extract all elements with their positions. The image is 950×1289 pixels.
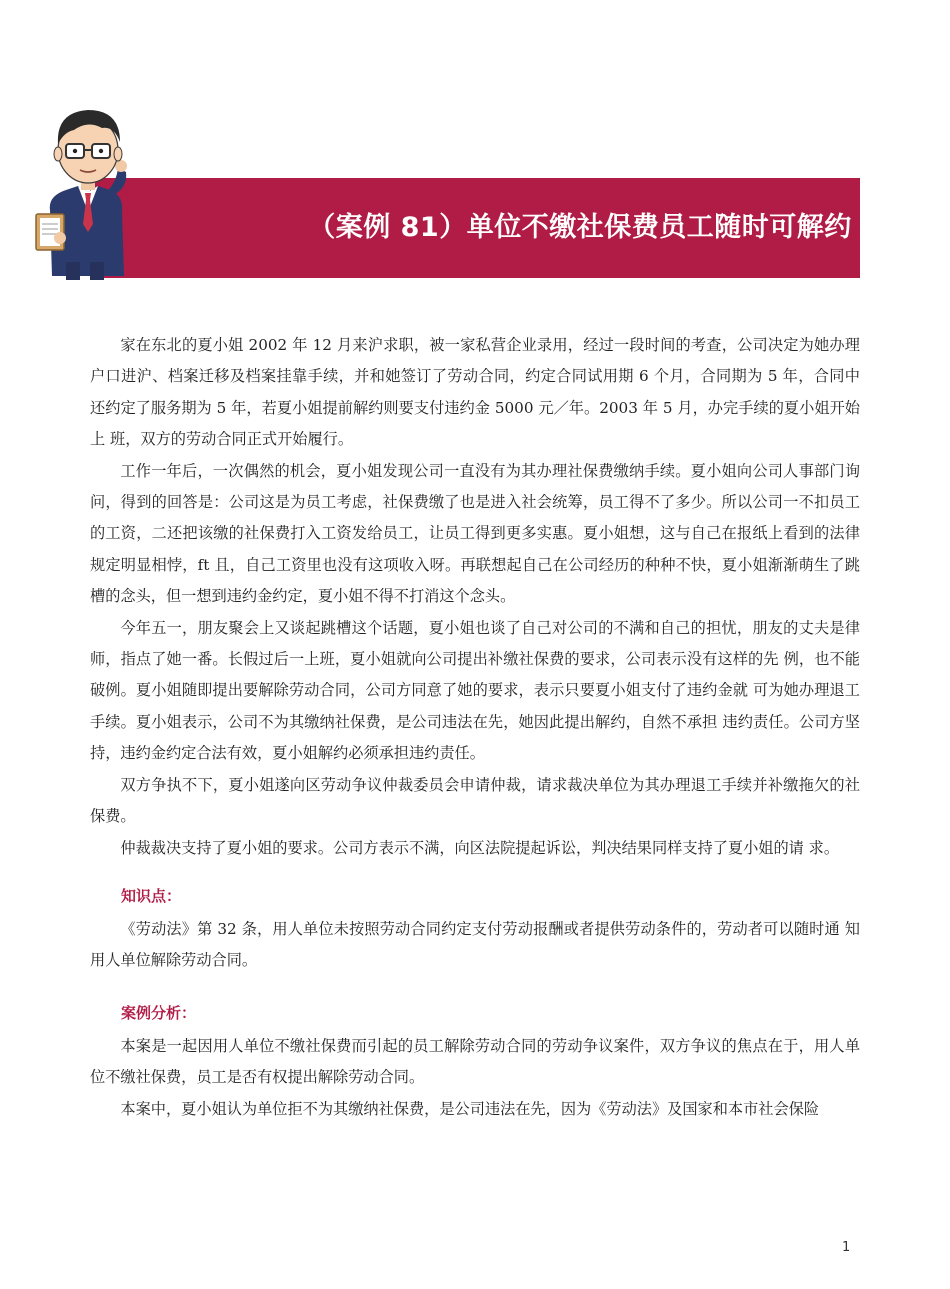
knowledge-heading: 知识点：: [121, 886, 182, 905]
page-title: （案例 81）单位不缴社保费员工随时可解约: [308, 212, 852, 243]
analysis-heading: 案例分析：: [121, 1003, 197, 1022]
paragraph: 工作一年后，一次偶然的机会，夏小姐发现公司一直没有为其办理社保费缴纳手续。夏小姐向公司人事部门询问，得到的回答是：公司这是为员工考虑，社保费缴了也是进入社会统筹，员工得不了多少。所以公司一不扣员工的工资，二还把该缴的社保费打入工资发给员工，让员工得到更多实惠。夏小姐想，这与自己在报纸上看到的法律规定明显相悖，ft 且，自己工资里也没有这项收入呀。再联想起自己在公司经历的种种不快，夏小姐渐渐萌生了跳槽的念头，但一想到违约金约定，夏小姐不得不打消这个念头。: [90, 461, 860, 606]
title-banner: [90, 178, 860, 278]
page-number: 1: [842, 1240, 851, 1255]
article-body: [90, 330, 860, 1125]
paragraph: 双方争执不下，夏小姐遂向区劳动争议仲裁委员会申请仲裁，请求裁决单位为其办理退工手续并补缴拖欠的社保费。: [90, 775, 860, 826]
analysis-paragraph: 本案中，夏小姐认为单位拒不为其缴纳社保费，是公司违法在先，因为《劳动法》及国家和本市社会保险: [120, 1099, 820, 1118]
businessman-with-clipboard-icon: [28, 92, 138, 282]
paragraph: 今年五一，朋友聚会上又谈起跳槽这个话题，夏小姐也谈了自己对公司的不满和自己的担忧，朋友的丈夫是律师，指点了她一番。长假过后一上班，夏小姐就向公司提出补缴社保费的要求，公司表示没有这样的先 例，也不能破例。夏小姐随即提出要解除劳动合同，公司方同意了她的要求，表示只要夏小姐支付了违约金就 可为她办理退工手续。夏小姐表示，公司不为其缴纳社保费，是公司违法在先，她因此提出解约，自然不承担 违约责任。公司方坚持，违约金约定合法有效，夏小姐解约必须承担违约责任。: [90, 618, 860, 763]
analysis-paragraph: 本案是一起因用人单位不缴社保费而引起的员工解除劳动合同的劳动争议案件，双方争议的焦点在于，用人单位不缴社保费，员工是否有权提出解除劳动合同。: [90, 1036, 860, 1087]
paragraph: 家在东北的夏小姐 2002 年 12 月来沪求职，被一家私营企业录用，经过一段时间的考查，公司决定为她办理 户口进沪、档案迁移及档案挂靠手续，并和她签订了劳动合同，约定合同试用期 6 个月，合同期为 5 年，合同中 还约定了服务期为 5 年，若夏小姐提前解约则要支付违约金 5000 元／年。2003 年 5 月，办完手续的夏小姐开始上 班，双方的劳动合同正式开始履行。: [90, 336, 860, 449]
paragraph: 仲裁裁决支持了夏小姐的要求。公司方表示不满，向区法院提起诉讼，判决结果同样支持了夏小姐的请 求。: [120, 838, 840, 857]
knowledge-text: 《劳动法》第 32 条，用人单位未按照劳动合同约定支付劳动报酬或者提供劳动条件的，劳动者可以随时通 知用人单位解除劳动合同。: [90, 919, 860, 970]
